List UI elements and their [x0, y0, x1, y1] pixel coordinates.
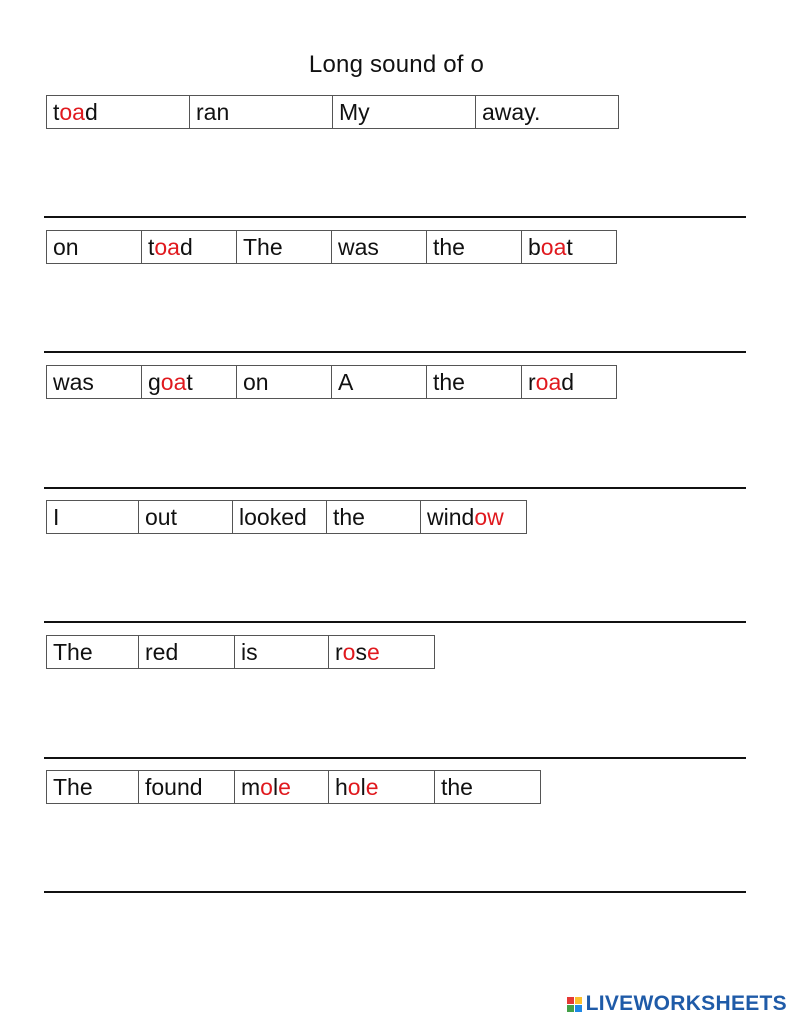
word-letters: b	[528, 234, 541, 260]
word-tile[interactable]	[235, 771, 329, 803]
word-letters: s	[355, 639, 367, 665]
word-tile[interactable]	[47, 96, 190, 128]
highlighted-letters: ow	[474, 504, 504, 530]
word-tile[interactable]	[327, 501, 421, 533]
word-tile[interactable]	[139, 636, 235, 668]
word-letters: h	[335, 774, 348, 800]
word-letters: A	[338, 369, 354, 395]
word-letters: looked	[239, 504, 307, 530]
word-letters: away.	[482, 99, 541, 125]
highlighted-letters: o	[342, 639, 356, 665]
word-letters: on	[53, 234, 79, 260]
word-letters: l	[272, 774, 279, 800]
word-tile[interactable]	[427, 366, 522, 398]
word-letters: r	[528, 369, 536, 395]
word-tile[interactable]	[435, 771, 541, 803]
word-tile[interactable]	[522, 231, 617, 263]
word-tile[interactable]	[237, 231, 332, 263]
liveworksheets-logo-icon	[567, 997, 582, 1012]
brand-footer	[567, 992, 787, 1016]
answer-line-4[interactable]	[44, 621, 746, 623]
word-letters: I	[53, 504, 60, 530]
word-tile[interactable]	[190, 96, 333, 128]
word-letters: d	[561, 369, 575, 395]
word-tile[interactable]	[47, 771, 139, 803]
word-letters: My	[339, 99, 370, 125]
word-letters: The	[53, 774, 93, 800]
brand-name: LIVEWORKSHEETS	[585, 992, 787, 1015]
highlighted-letters: oa	[160, 369, 187, 395]
word-letters: t	[566, 234, 573, 260]
page-title: Long sound of o	[308, 51, 485, 78]
word-tile[interactable]	[421, 501, 527, 533]
answer-line-5[interactable]	[44, 757, 746, 759]
word-tile[interactable]	[427, 231, 522, 263]
word-tile-row-5	[46, 635, 435, 669]
answer-line-6[interactable]	[44, 891, 746, 893]
word-letters: t	[186, 369, 193, 395]
word-letters: r	[335, 639, 343, 665]
word-letters: the	[433, 369, 465, 395]
word-tile[interactable]	[522, 366, 617, 398]
word-tile[interactable]	[332, 366, 427, 398]
word-tile[interactable]	[333, 96, 476, 128]
word-tile[interactable]	[139, 501, 233, 533]
highlighted-letters: e	[366, 639, 380, 665]
word-tile-row-3	[46, 365, 617, 399]
highlighted-letters: oa	[59, 99, 85, 125]
word-tile[interactable]	[139, 771, 235, 803]
word-letters: the	[441, 774, 473, 800]
word-letters: l	[360, 774, 366, 800]
word-tile[interactable]	[142, 231, 237, 263]
highlighted-letters: oa	[535, 369, 562, 395]
word-letters: ran	[196, 99, 230, 125]
highlighted-letters: e	[278, 774, 291, 800]
word-tile[interactable]	[332, 231, 427, 263]
highlighted-letters: e	[365, 774, 379, 800]
word-letters: The	[243, 234, 283, 260]
word-letters: the	[433, 234, 465, 260]
word-letters: wind	[427, 504, 475, 530]
word-letters: was	[53, 369, 94, 395]
answer-line-1[interactable]	[44, 216, 746, 218]
word-tile[interactable]	[142, 366, 237, 398]
word-tile[interactable]	[47, 231, 142, 263]
word-letters: found	[145, 774, 203, 800]
word-tile[interactable]	[47, 501, 139, 533]
word-tile[interactable]	[235, 636, 329, 668]
word-letters: t	[148, 234, 155, 260]
word-letters: The	[53, 639, 93, 665]
word-tile-row-6	[46, 770, 541, 804]
word-tile[interactable]	[47, 636, 139, 668]
highlighted-letters: oa	[540, 234, 567, 260]
word-letters: was	[338, 234, 379, 260]
answer-line-2[interactable]	[44, 351, 746, 353]
word-letters: out	[145, 504, 177, 530]
word-tile-row-4	[46, 500, 527, 534]
word-tile[interactable]	[47, 366, 142, 398]
word-letters: m	[241, 774, 261, 800]
word-tile[interactable]	[233, 501, 327, 533]
word-tile[interactable]	[329, 771, 435, 803]
highlighted-letters: o	[347, 774, 361, 800]
word-tile[interactable]	[329, 636, 435, 668]
word-letters: red	[145, 639, 179, 665]
word-letters: d	[179, 234, 193, 260]
word-letters: on	[243, 369, 269, 395]
word-tile-row-1	[46, 95, 619, 129]
highlighted-letters: o	[260, 774, 273, 800]
word-letters: d	[84, 99, 98, 125]
word-tile[interactable]	[476, 96, 619, 128]
highlighted-letters: oa	[154, 234, 180, 260]
word-letters: t	[53, 99, 60, 125]
word-tile-row-2	[46, 230, 617, 264]
answer-line-3[interactable]	[44, 487, 746, 489]
word-letters: is	[241, 639, 258, 665]
word-tile[interactable]	[237, 366, 332, 398]
word-letters: g	[148, 369, 161, 395]
word-letters: the	[333, 504, 365, 530]
